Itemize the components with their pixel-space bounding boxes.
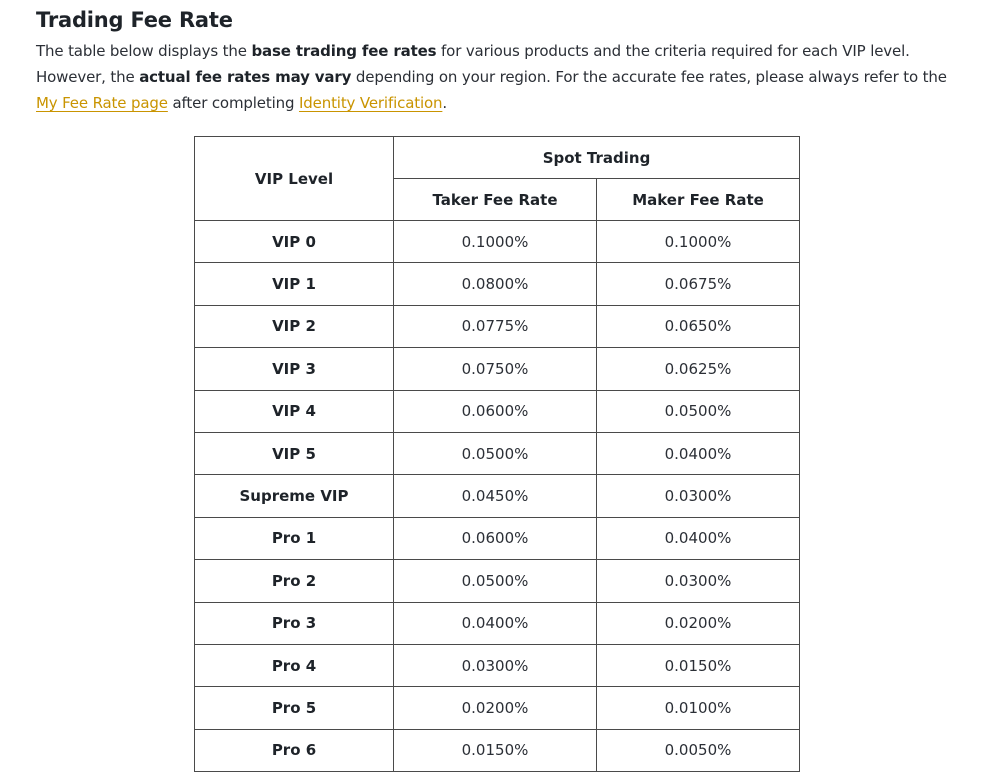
taker-fee-cell: 0.1000% — [394, 221, 597, 263]
vip-level-cell: VIP 2 — [195, 305, 394, 347]
table-body — [195, 221, 800, 772]
table-row — [195, 517, 800, 559]
intro-text: depending on your region. For the accurate fee rates, please always refer to the — [351, 68, 947, 86]
taker-fee-cell: 0.0600% — [394, 517, 597, 559]
vip-level-cell: Pro 1 — [195, 517, 394, 559]
maker-fee-cell: 0.0650% — [597, 305, 800, 347]
vip-level-cell: Pro 3 — [195, 602, 394, 644]
table-row — [195, 560, 800, 602]
vip-level-cell: VIP 3 — [195, 348, 394, 390]
table-row — [195, 390, 800, 432]
my-fee-rate-link[interactable]: My Fee Rate page — [36, 94, 168, 112]
vip-level-cell: VIP 4 — [195, 390, 394, 432]
table-header — [195, 137, 800, 221]
taker-fee-cell: 0.0600% — [394, 390, 597, 432]
maker-fee-cell: 0.0200% — [597, 602, 800, 644]
page-title: Trading Fee Rate — [36, 8, 233, 32]
taker-fee-cell: 0.0775% — [394, 305, 597, 347]
taker-fee-cell: 0.0500% — [394, 432, 597, 474]
vip-level-cell: Pro 2 — [195, 560, 394, 602]
maker-fee-cell: 0.0050% — [597, 729, 800, 771]
table-row — [195, 348, 800, 390]
intro-paragraph — [36, 38, 966, 116]
table-header-row — [195, 137, 800, 179]
maker-fee-header: Maker Fee Rate — [597, 179, 800, 221]
maker-fee-cell: 0.0400% — [597, 517, 800, 559]
table-row — [195, 221, 800, 263]
spot-trading-header: Spot Trading — [394, 137, 800, 179]
vip-level-cell: Pro 5 — [195, 687, 394, 729]
maker-fee-cell: 0.0100% — [597, 687, 800, 729]
article-content — [36, 6, 966, 116]
vip-level-cell: Pro 6 — [195, 729, 394, 771]
maker-fee-cell: 0.1000% — [597, 221, 800, 263]
intro-text: . — [442, 94, 447, 112]
vip-level-cell: Supreme VIP — [195, 475, 394, 517]
vip-level-header: VIP Level — [195, 137, 394, 221]
vip-level-cell: VIP 0 — [195, 221, 394, 263]
table-row — [195, 305, 800, 347]
intro-bold-text: actual fee rates may vary — [139, 68, 352, 86]
taker-fee-cell: 0.0450% — [394, 475, 597, 517]
intro-text: The table below displays the — [36, 42, 252, 60]
table-row — [195, 687, 800, 729]
intro-bold-text: base trading fee rates — [251, 42, 437, 60]
table-row — [195, 475, 800, 517]
maker-fee-cell: 0.0500% — [597, 390, 800, 432]
identity-verification-link[interactable]: Identity Verification — [298, 94, 443, 112]
taker-fee-cell: 0.0300% — [394, 644, 597, 686]
maker-fee-cell: 0.0625% — [597, 348, 800, 390]
maker-fee-cell: 0.0150% — [597, 644, 800, 686]
fee-rate-table-container — [194, 136, 800, 772]
taker-fee-cell: 0.0800% — [394, 263, 597, 305]
vip-level-cell: VIP 5 — [195, 432, 394, 474]
table-row — [195, 602, 800, 644]
vip-level-cell: VIP 1 — [195, 263, 394, 305]
vip-level-cell: Pro 4 — [195, 644, 394, 686]
maker-fee-cell: 0.0300% — [597, 560, 800, 602]
maker-fee-cell: 0.0675% — [597, 263, 800, 305]
taker-fee-cell: 0.0200% — [394, 687, 597, 729]
maker-fee-cell: 0.0400% — [597, 432, 800, 474]
table-row — [195, 729, 800, 771]
fee-rate-table — [194, 136, 800, 772]
taker-fee-cell: 0.0500% — [394, 560, 597, 602]
intro-text: after completing — [167, 94, 299, 112]
taker-fee-cell: 0.0150% — [394, 729, 597, 771]
table-row — [195, 432, 800, 474]
taker-fee-header: Taker Fee Rate — [394, 179, 597, 221]
taker-fee-cell: 0.0400% — [394, 602, 597, 644]
taker-fee-cell: 0.0750% — [394, 348, 597, 390]
intro-text: for various products and the criteria required for each VIP level. However, the — [36, 42, 910, 86]
table-row — [195, 644, 800, 686]
table-row — [195, 263, 800, 305]
maker-fee-cell: 0.0300% — [597, 475, 800, 517]
